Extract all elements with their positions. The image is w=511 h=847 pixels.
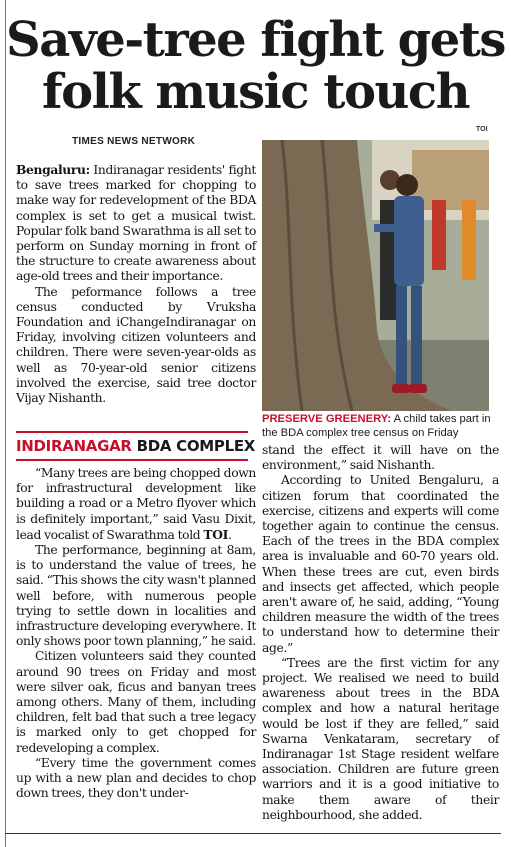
subhead-highlight: INDIRANAGAR xyxy=(16,437,132,455)
dateline: Bengaluru: xyxy=(16,162,90,177)
paragraph: “Trees are the first victim for any project. We realised we need to build awareness about trees in the BDA complex and how a natural heritage would be lost if they are felled,” said Swarna Venkataram, secretary of Indiranagar 1st Stage resident welfare association. Children are future green warriors and it is a good initiative to make them aware of their neighbourhood, she added. xyxy=(262,655,499,822)
paragraph-text: Indiranagar residents' fight to save trees marked for chopping to make way for redevelopment of the BDA complex is set to get a musical twist. Popular folk band Swarathma is all set to perform on Sunday morning in front of the structure to create awareness about age-old trees and their importance. xyxy=(16,163,256,284)
paragraph: The performance, beginning at 8am, is to understand the value of trees, he said. “This shows the city wasn't planned well before, with numerous people trying to settle down in localities and infrastructure developing everywhere. It only shows poor town planning,” he said. xyxy=(16,543,256,649)
photo-caption xyxy=(262,412,494,440)
article-column-1-top xyxy=(16,162,256,406)
news-photo xyxy=(262,140,489,411)
paragraph: stand the effect it will have on the environment,” said Nishanth. xyxy=(262,443,499,473)
byline: TIMES NEWS NETWORK xyxy=(72,136,196,147)
publication-name: TOI xyxy=(203,526,228,542)
headline-line-1: Save-tree fight gets xyxy=(6,12,505,68)
paragraph: The peformance follows a tree census conducted by Vruksha Foundation and iChangeIndiranagar on Friday, involving citizen volunteers and children. There were seven-year-olds as well as 70-year-old senior citizens involved the exercise, said tree doctor Vijay Nishanth. xyxy=(16,284,256,406)
headline xyxy=(0,14,511,118)
paragraph xyxy=(16,466,256,543)
paragraph-text: “Many trees are being chopped down for infrastructural development like building a road or a Metro flyover which is definitely important,” said Vasu Dixit, lead vocalist of Swarathma told xyxy=(16,466,256,542)
photo-credit: TOI xyxy=(476,126,488,133)
paragraph: Citizen volunteers said they counted around 90 trees on Friday and most were silver oak, ficus and banyan trees among others. Many of them, including children, felt bad that such a tree legacy is marked only to get chopped for redeveloping a complex. xyxy=(16,649,256,755)
caption-label: PRESERVE GREENERY: xyxy=(262,413,392,425)
paragraph-text: . xyxy=(227,527,232,542)
article-column-2 xyxy=(262,443,499,823)
caption-text: A child takes part in the BDA complex tree census on Friday xyxy=(262,413,491,439)
subhead-text: BDA COMPLEX xyxy=(131,437,256,455)
photo-illustration xyxy=(262,140,489,411)
page-left-border xyxy=(5,0,6,847)
paragraph xyxy=(16,162,256,285)
paragraph: “Every time the government comes up with a new plan and decides to chop down trees, they don't under- xyxy=(16,755,256,801)
paragraph: According to United Bengaluru, a citizen forum that coordinated the exercise, citizens and experts will come together again to continue the census. Each of the trees in the BDA complex area is invaluable and 60-70 years old. When these trees are cut, even birds and insects get affected, which people aren't aware of, he said, adding, “Young children measure the width of the trees to understand how to determine their age.” xyxy=(262,473,499,655)
section-subhead xyxy=(16,431,256,461)
bottom-rule xyxy=(5,833,501,834)
article-column-1-bottom xyxy=(16,466,256,801)
headline-line-2: folk music touch xyxy=(42,64,469,120)
